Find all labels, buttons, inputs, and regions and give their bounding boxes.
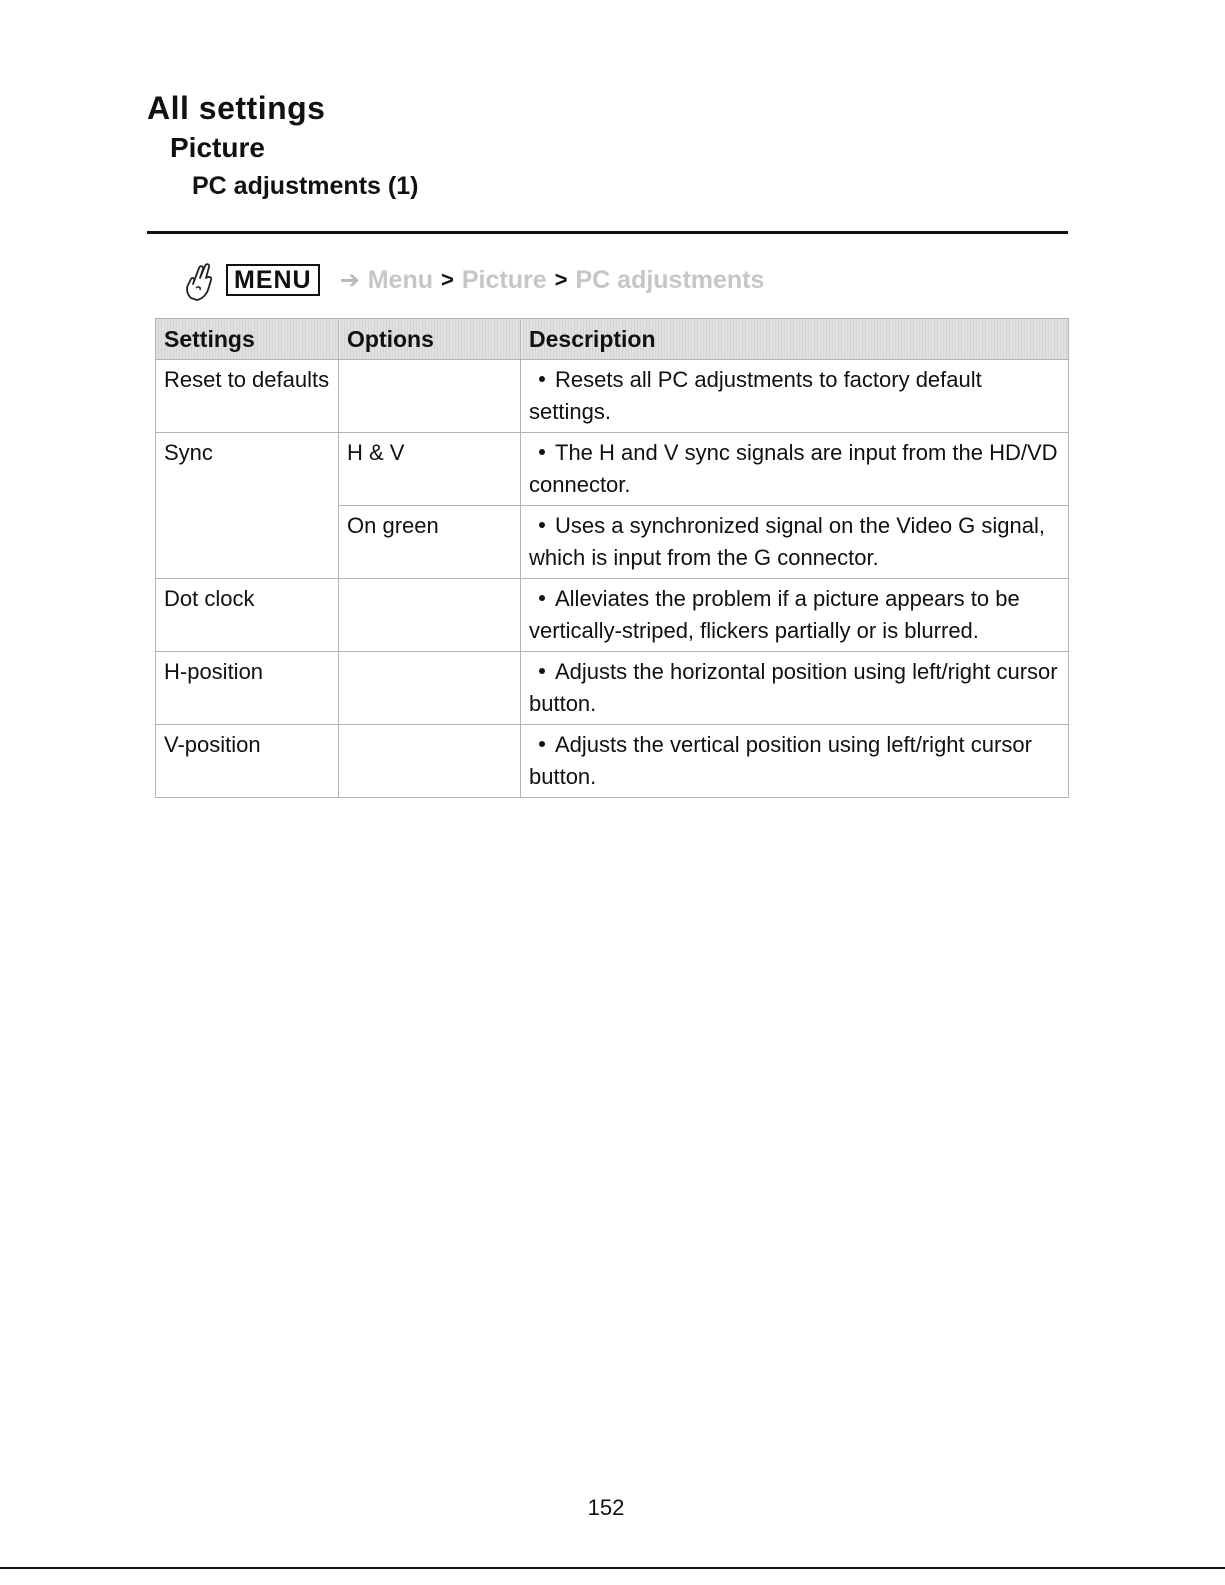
description-cell — [521, 579, 1069, 652]
menu-button: MENU — [226, 264, 320, 296]
crumb-separator: > — [554, 267, 568, 292]
setting-cell: Dot clock — [156, 579, 339, 652]
description-cell — [521, 506, 1069, 579]
description-text: Adjusts the vertical position using left/right cursor button. — [529, 732, 1032, 789]
header-settings: Settings — [156, 319, 339, 360]
option-cell — [339, 360, 521, 433]
description-text: Resets all PC adjustments to factory default settings. — [529, 367, 982, 424]
subsection-heading: Picture — [170, 132, 265, 163]
arrow-right-icon: ➔ — [339, 266, 360, 294]
pc-adjustments-table — [155, 318, 1069, 798]
bullet-icon — [539, 449, 545, 455]
description-text: Adjusts the horizontal position using left/right cursor button. — [529, 659, 1058, 716]
option-cell — [339, 652, 521, 725]
option-cell: H & V — [339, 433, 521, 506]
description-text: Alleviates the problem if a picture appears to be vertically-striped, flickers partially or is blurred. — [529, 586, 1020, 643]
option-cell: On green — [339, 506, 521, 579]
bullet-icon — [539, 522, 545, 528]
crumb-menu: Menu — [367, 265, 433, 294]
description-cell — [521, 433, 1069, 506]
crumb-separator: > — [441, 267, 454, 292]
section-heading: All settings — [147, 90, 326, 126]
page-title: PC adjustments (1) — [192, 172, 419, 200]
table-header-row — [156, 319, 1069, 360]
description-cell — [521, 652, 1069, 725]
bullet-icon — [539, 595, 545, 601]
setting-cell: H-position — [156, 652, 339, 725]
option-cell — [339, 725, 521, 798]
description-text: The H and V sync signals are input from the HD/VD connector. — [529, 440, 1058, 497]
menu-path — [182, 258, 764, 302]
table-row — [156, 725, 1069, 798]
table-row — [156, 652, 1069, 725]
option-cell — [339, 579, 521, 652]
table-row — [156, 579, 1069, 652]
setting-cell: Sync — [156, 433, 339, 579]
bullet-icon — [539, 741, 545, 747]
page-number: 152 — [587, 1495, 625, 1520]
table-row — [156, 433, 1069, 506]
header-options: Options — [339, 319, 521, 360]
description-text: Uses a synchronized signal on the Video G signal, which is input from the G connector. — [529, 513, 1045, 570]
crumb-pc-adjustments: PC adjustments — [575, 265, 765, 294]
title-divider — [147, 231, 1068, 234]
bullet-icon — [539, 376, 545, 382]
bullet-icon — [539, 668, 545, 674]
setting-cell: Reset to defaults — [156, 360, 339, 433]
table-row — [156, 360, 1069, 433]
setting-cell: V-position — [156, 725, 339, 798]
description-cell — [521, 360, 1069, 433]
remote-hand-icon — [182, 258, 216, 302]
header-description: Description — [521, 319, 1069, 360]
crumb-picture: Picture — [461, 265, 547, 294]
page-bottom-edge — [0, 1567, 1225, 1569]
description-cell — [521, 725, 1069, 798]
